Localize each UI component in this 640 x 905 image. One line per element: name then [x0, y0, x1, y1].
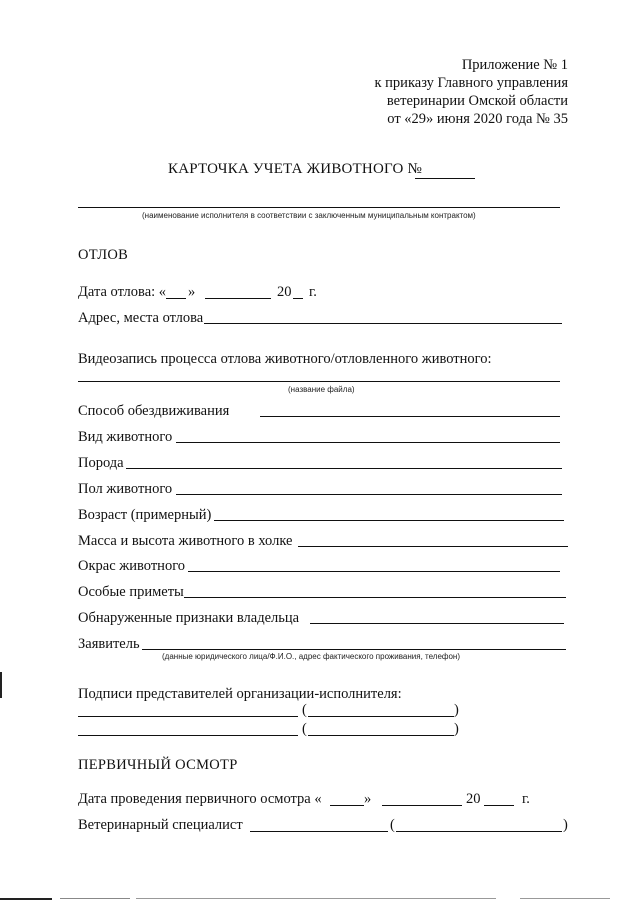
appendix-line-1: Приложение № 1 — [461, 57, 568, 73]
signatures-label: Подписи представителей организации-исполнителя: — [78, 686, 402, 702]
field-line-applicant — [142, 649, 566, 650]
address-line — [204, 323, 562, 324]
field-line-sex — [176, 494, 562, 495]
signature-name-line-1 — [308, 716, 454, 717]
signature-paren-open-2: ( — [302, 721, 307, 737]
capture-date-quote: » — [188, 284, 196, 300]
signature-name-line-2 — [308, 735, 454, 736]
executor-caption: (наименование исполнителя в соответствии с заключенным муниципальным контрактом) — [142, 211, 476, 220]
signature-paren-close-1: ) — [454, 702, 459, 718]
field-line-color — [188, 571, 560, 572]
exam-heading: ПЕРВИЧНЫЙ ОСМОТР — [78, 757, 238, 773]
field-label-immobilization: Способ обездвиживания — [78, 403, 230, 419]
executor-line — [78, 207, 560, 208]
appendix-line-2: к приказу Главного управления — [374, 75, 568, 91]
scan-bottom-mark-2 — [60, 898, 130, 899]
capture-month-line — [205, 298, 271, 299]
vet-paren-open: ( — [390, 817, 395, 833]
exam-date-quote: » — [364, 791, 372, 807]
capture-year: 20 — [277, 284, 292, 300]
field-label-sex: Пол животного — [78, 481, 173, 497]
signature-line-2 — [78, 735, 298, 736]
exam-year-line — [484, 805, 514, 806]
field-label-applicant: Заявитель — [78, 636, 140, 652]
field-label-age: Возраст (примерный) — [78, 507, 212, 523]
appendix-line-4: от «29» июня 2020 года № 35 — [387, 111, 568, 127]
capture-date-label: Дата отлова: « — [78, 284, 167, 300]
field-line-weight-height — [298, 546, 568, 547]
video-file-line — [78, 381, 560, 382]
vet-signature-line — [250, 831, 388, 832]
vet-label: Ветеринарный специалист — [78, 817, 243, 833]
applicant-caption: (данные юридического лица/Ф.И.О., адрес фактического проживания, телефон) — [162, 652, 461, 661]
vet-name-line — [396, 831, 562, 832]
signature-paren-close-2: ) — [454, 721, 459, 737]
field-line-breed — [126, 468, 562, 469]
appendix-block — [375, 56, 569, 128]
field-line-special-marks — [184, 597, 566, 598]
scan-edge-mark — [0, 672, 2, 698]
capture-heading: ОТЛОВ — [78, 247, 129, 263]
scan-bottom-mark-4 — [520, 898, 610, 899]
capture-year-line — [293, 298, 303, 299]
field-label-owner-signs: Обнаруженные признаки владельца — [78, 610, 300, 626]
exam-month-line — [382, 805, 462, 806]
exam-date-label: Дата проведения первичного осмотра « — [78, 791, 322, 807]
scan-bottom-mark-3 — [136, 898, 496, 899]
exam-year: 20 — [466, 791, 481, 807]
video-label: Видеозапись процесса отлова животного/отловленного животного: — [78, 351, 492, 367]
signature-line-1 — [78, 716, 298, 717]
field-line-owner-signs — [310, 623, 564, 624]
field-label-breed: Порода — [78, 455, 124, 471]
card-number-line — [415, 178, 475, 179]
field-label-special-marks: Особые приметы — [78, 584, 184, 600]
field-line-immobilization — [260, 416, 560, 417]
address-label: Адрес, места отлова — [78, 310, 204, 326]
field-label-color: Окрас животного — [78, 558, 186, 574]
exam-day-line — [330, 805, 364, 806]
file-caption: (название файла) — [288, 385, 355, 394]
appendix-line-3: ветеринарии Омской области — [386, 93, 568, 109]
card-title: КАРТОЧКА УЧЕТА ЖИВОТНОГО № — [168, 161, 422, 177]
signature-paren-open-1: ( — [302, 702, 307, 718]
scan-bottom-mark-1 — [0, 898, 52, 900]
capture-year-suffix: г. — [309, 284, 317, 300]
exam-year-suffix: г. — [522, 791, 530, 807]
field-line-species — [176, 442, 560, 443]
field-line-age — [214, 520, 564, 521]
field-label-weight-height: Масса и высота животного в холке — [78, 533, 293, 549]
capture-day-line — [166, 298, 186, 299]
vet-paren-close: ) — [563, 817, 568, 833]
field-label-species: Вид животного — [78, 429, 173, 445]
